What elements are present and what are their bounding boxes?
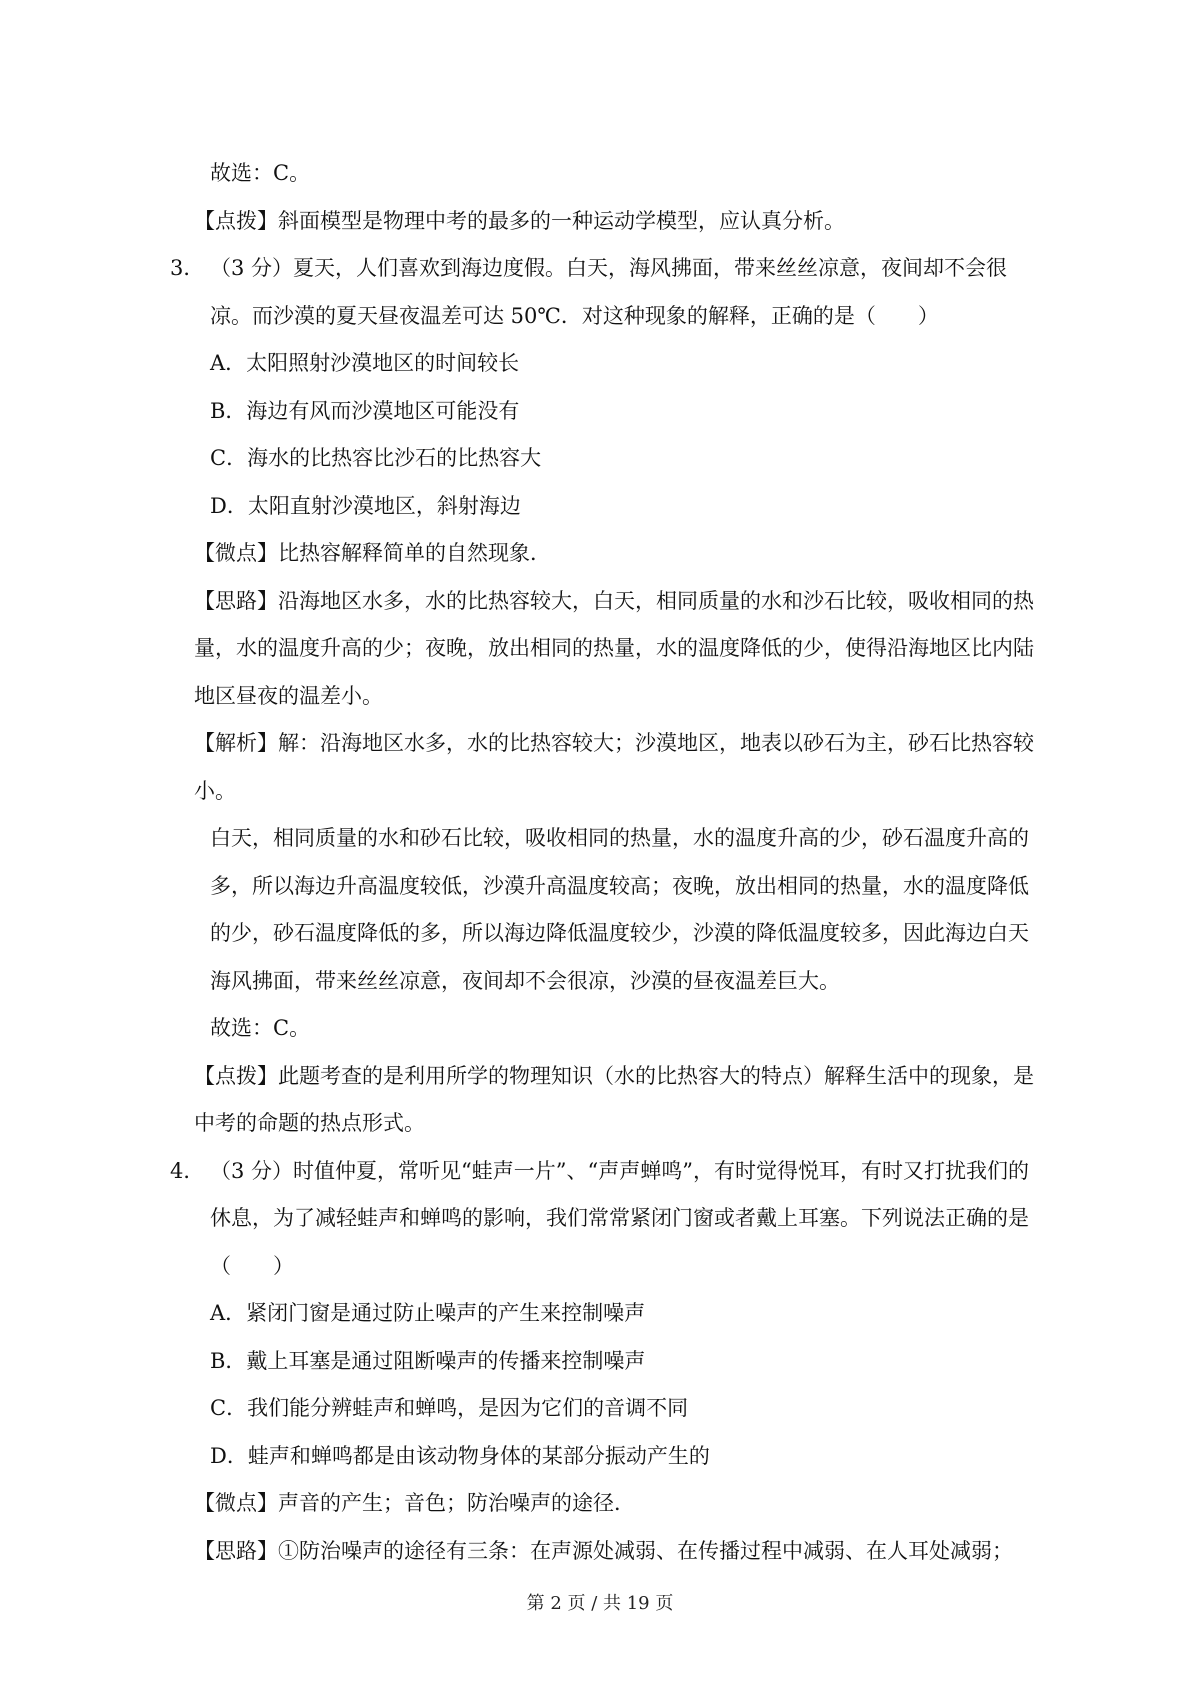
dianbo-paragraph (174, 1053, 1034, 1148)
dianbo-line: 【点拨】斜面模型是物理中考的最多的一种运动学模型，应认真分析。 (194, 208, 845, 233)
document-content (170, 150, 1034, 1575)
answer-line: 故选：C。 (210, 161, 311, 185)
weidian-line: 【微点】声音的产生；音色；防治噪声的途径． (194, 1491, 635, 1515)
silu-line: 【思路】①防治噪声的途径有三条：在声源处减弱、在传播过程中减弱、在人耳处减弱； (194, 1538, 1013, 1563)
question-stem: （3 分）夏天，人们喜欢到海边度假。白天，海风拂面，带来丝丝凉意，夜间却不会很凉。而沙漠的夏天昼夜温差可达 50℃．对这种现象的解释，正确的是（ ） (210, 256, 1008, 328)
answer-line: 故选：C。 (210, 1016, 311, 1040)
option-a: A．紧闭门窗是通过防止噪声的产生来控制噪声 (210, 1301, 646, 1325)
question-number: 3． (170, 256, 205, 280)
option-c: C．我们能分辨蛙声和蝉鸣，是因为它们的音调不同 (210, 1396, 689, 1420)
dianbo-text: 【点拨】此题考查的是利用所学的物理知识（水的比热容大的特点）解释生活中的现象，是中考的命题的热点形式。 (194, 1063, 1034, 1135)
jiexi-paragraph (174, 720, 1034, 815)
option-a: A．太阳照射沙漠地区的时间较长 (210, 351, 520, 375)
question-3 (170, 245, 1034, 340)
option-b: B．海边有风而沙漠地区可能没有 (210, 398, 520, 423)
question-number: 4． (170, 1158, 205, 1183)
silu-text: 【思路】沿海地区水多，水的比热容较大，白天，相同质量的水和沙石比较，吸收相同的热量，水的温度升高的少；夜晚，放出相同的热量，水的温度降低的少，使得沿海地区比内陆地区昼夜的温差小。 (194, 588, 1034, 708)
question-4 (170, 1148, 1034, 1291)
weidian-line: 【微点】比热容解释简单的自然现象． (194, 541, 551, 565)
question-stem: （3 分）时值仲夏，常听见“蛙声一片”、“声声蝉鸣”，有时觉得悦耳，有时又打扰我们的休息，为了减轻蛙声和蝉鸣的影响，我们常常紧闭门窗或者戴上耳塞。下列说法正确的是（ ） (210, 1158, 1029, 1278)
option-d: D．太阳直射沙漠地区，斜射海边 (210, 493, 521, 518)
silu-paragraph (174, 578, 1034, 721)
jiexi-continued: 白天，相同质量的水和砂石比较，吸收相同的热量，水的温度升高的少，砂石温度升高的多，所以海边升高温度较低，沙漠升高温度较高；夜晚，放出相同的热量，水的温度降低的少，砂石温度降低的多，所以海边降低温度较少，沙漠的降低温度较多，因此海边白天海风拂面，带来丝丝凉意，夜间却不会很凉，沙漠的昼夜温差巨大。 (210, 826, 1029, 993)
option-d: D．蛙声和蝉鸣都是由该动物身体的某部分振动产生的 (210, 1443, 710, 1468)
jiexi-text: 【解析】解：沿海地区水多，水的比热容较大；沙漠地区，地表以砂石为主，砂石比热容较小。 (194, 731, 1034, 803)
option-b: B．戴上耳塞是通过阻断噪声的传播来控制噪声 (210, 1348, 646, 1373)
option-c: C．海水的比热容比沙石的比热容大 (210, 446, 542, 470)
page-footer: 第 2 页 / 共 19 页 (526, 1593, 674, 1614)
